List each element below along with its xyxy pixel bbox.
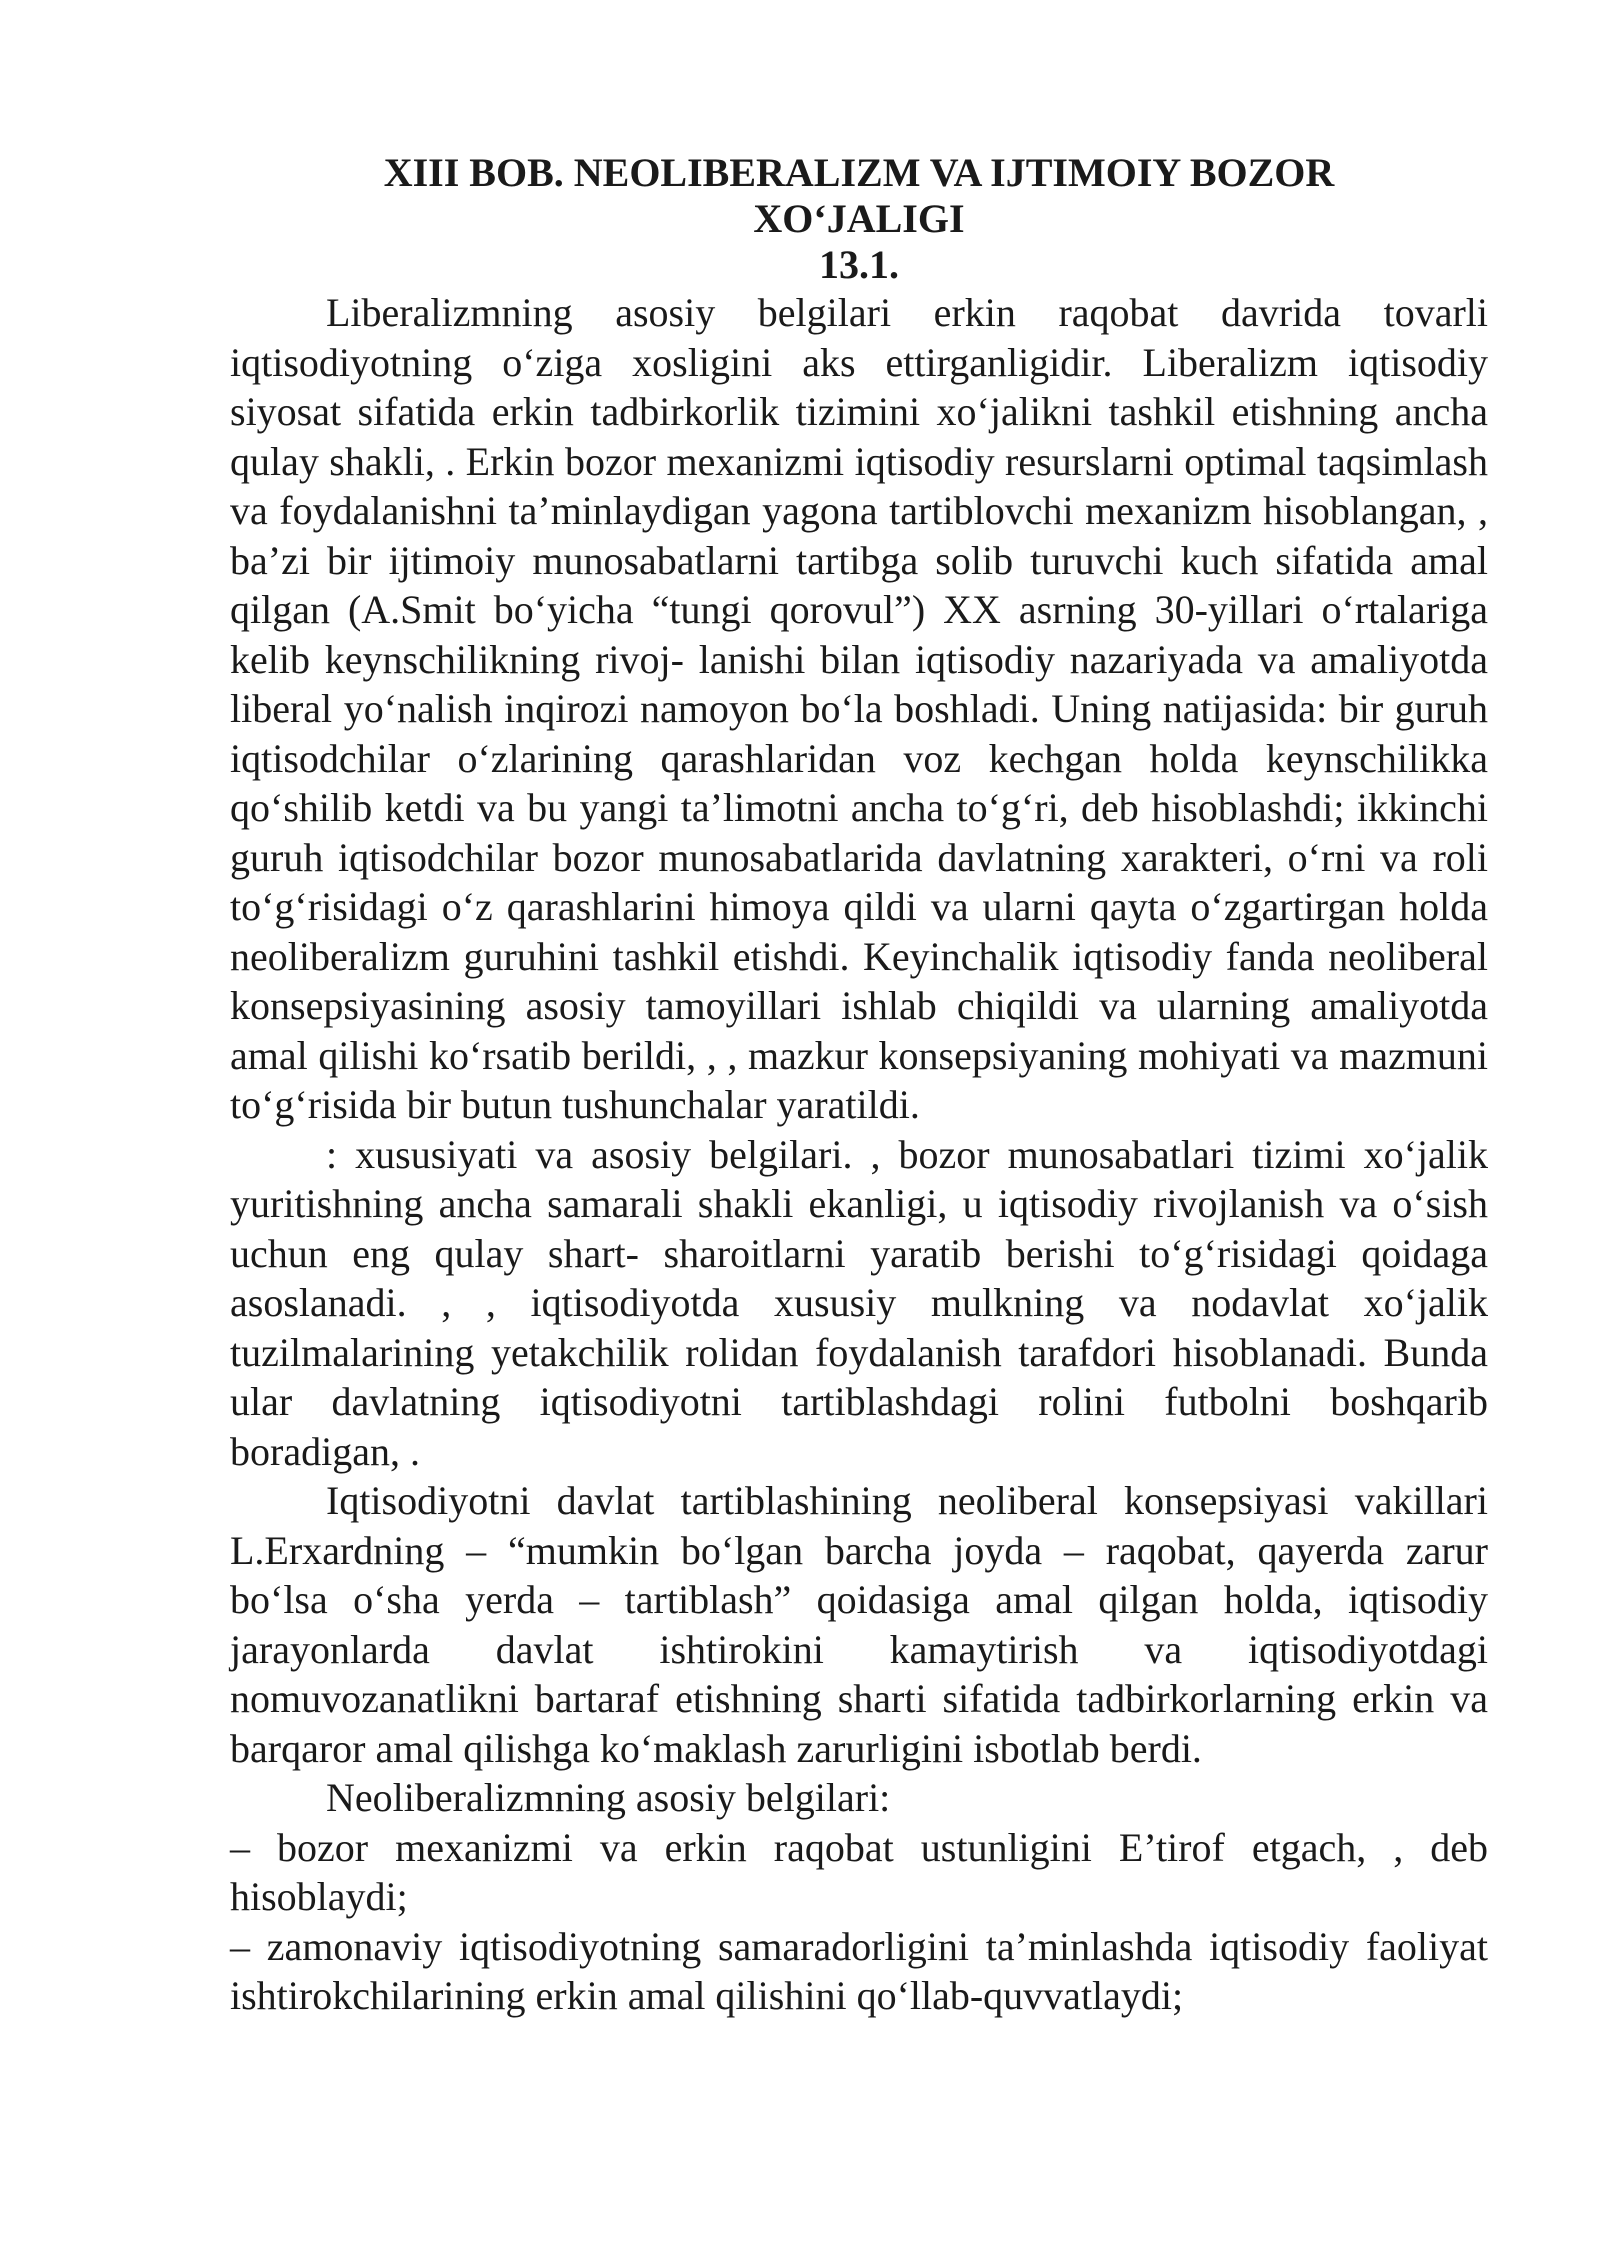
paragraph-4: Neoliberalizmning asosiy belgilari: (326, 1775, 891, 1820)
paragraph-1: Liberalizmning asosiy belgilari erkin raqobat davrida tovarli iqtisodiyotning o‘ziga xosligini aks ettirganligidir. Liberalizm iqtisodiy siyosat sifatida erkin tadbirkorlik tizimini xo‘jalikni tashkil etishning ancha qulay shakli, . Erkin bozor mexanizmi iqtisodiy resurslarni optimal taqsimlash va foydalanishni ta’minlaydigan yagona tartiblovchi mexanizm hisoblangan, , ba’zi bir ijtimoiy munosabatlarni tartibga solib turuvchi kuch sifatida amal qilgan (A.Smit bo‘yicha “tungi qorovul”) XX asrning 30-yillari o‘rtalariga kelib keynschilikning rivoj- lanishi bilan iqtisodiy nazariyada va amaliyotda liberal yo‘nalish inqirozi namoyon bo‘la boshladi. Uning natijasida: bir guruh iqtisodchilar o‘zlarining qarashlaridan voz kechgan holda keynschilikka qo‘shilib ketdi va bu yangi ta’limotni ancha to‘g‘ri, deb hisoblashdi; ikkinchi guruh iqtisodchilar bozor munosabatlarida davlatning xarakteri, o‘rni va roli to‘g‘risidagi o‘z qarashlarini himoya qildi va ularni qayta o‘zgartirgan holda neoliberalizm guruhini tashkil etishdi. Keyinchalik iqtisodiy fanda neoliberal konsepsiyasining asosiy tamoyillari ishlab chiqildi va ularning amaliyotda amal qilishi ko‘rsatib berildi, , , mazkur konsepsiyaning mohiyati va mazmuni to‘g‘risida bir butun tushunchalar yaratildi. (230, 290, 1488, 1127)
document-page (230, 150, 1488, 2021)
chapter-title-line-2: XO‘JALIGI (753, 196, 965, 241)
section-number: 13.1. (819, 242, 899, 287)
list-item-2: – zamonaviy iqtisodiyotning samaradorligini ta’minlashda iqtisodiy faoliyat ishtirokchilarining erkin amal qilishini qo‘llab-quvvatlaydi; (230, 1923, 1488, 2018)
paragraph-2: : xususiyati va asosiy belgilari. , bozor munosabatlari tizimi xo‘jalik yuritishning ancha samarali shakli ekanligi, u iqtisodiy rivojlanish va o‘sish uchun eng qulay shart- sharoitlarni yaratib berishi to‘g‘risidagi qoidaga asoslanadi. , , iqtisodiyotda xususiy mulkning va nodavlat xo‘jalik tuzilmalarining yetakchilik rolidan foydalanish tarafdori hisoblanadi. Bunda ular davlatning iqtisodiyotni tartiblashdagi rolini futbolni boshqarib boradigan, . (230, 1131, 1488, 1474)
chapter-title-line-1: XIII BOB. NEOLIBERALIZM VA IJTIMOIY BOZOR (383, 150, 1335, 195)
list-item-1: – bozor mexanizmi va erkin raqobat ustunligini E’tirof etgach, , deb hisoblaydi; (230, 1824, 1488, 1919)
paragraph-3: Iqtisodiyotni davlat tartiblashining neoliberal konsepsiyasi vakillari L.Erxardning – “mumkin bo‘lgan barcha joyda – raqobat, qayerda zarur bo‘lsa o‘sha yerda – tartiblash” qoidasiga amal qilgan holda, iqtisodiy jarayonlarda davlat ishtirokini kamaytirish va iqtisodiyotdagi nomuvozanatlikni bartaraf etishning sharti sifatida tadbirkorlarning erkin va barqaror amal qilishga ko‘maklash zarurligini isbotlab berdi. (230, 1478, 1488, 1771)
